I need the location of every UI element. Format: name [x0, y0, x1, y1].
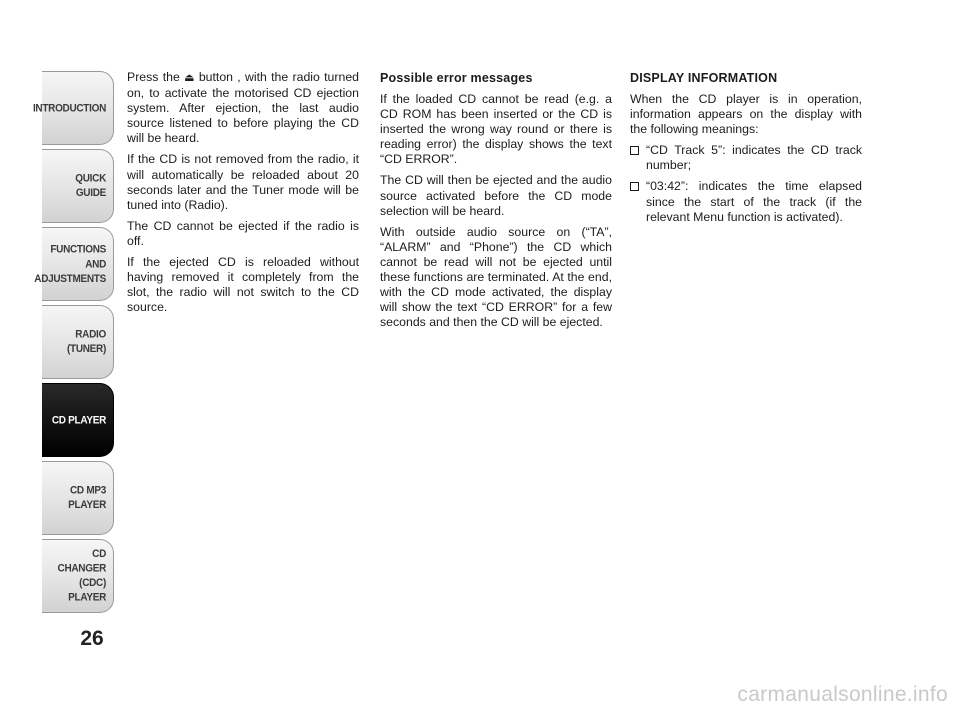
- tab-cd-player[interactable]: [42, 383, 114, 457]
- paragraph-reloaded: If the ejected CD is reloaded without having removed it completely from the slot, the radio will not switch to the CD source.: [127, 255, 359, 315]
- tab-cd-changer-player[interactable]: [42, 539, 114, 613]
- checkbox-bullet-icon: [630, 182, 639, 191]
- page-number: 26: [80, 627, 104, 650]
- column-eject: [127, 70, 359, 321]
- section-heading: DISPLAY INFORMATION: [630, 71, 778, 85]
- eject-icon: ⏏: [184, 72, 195, 84]
- tab-label: CD PLAYER: [51, 413, 106, 427]
- checkbox-bullet-icon: [630, 146, 639, 155]
- text-fragment: Press the: [127, 70, 180, 84]
- list-item: [630, 179, 862, 224]
- tab-radio-tuner[interactable]: [42, 305, 114, 379]
- paragraph-cd-error: If the loaded CD cannot be read (e.g. a CD ROM has been inserted or the CD is inserted the wrong way round or there is reading error) the display shows the text “CD ERROR”.: [380, 92, 612, 167]
- tab-label: QUICK GUIDE: [75, 172, 106, 200]
- paragraph-eject-source: The CD will then be ejected and the audio source activated before the CD mode selection will be heard.: [380, 173, 612, 218]
- list-item: [630, 143, 862, 173]
- tab-label: FUNCTIONS AND ADJUSTMENTS: [34, 243, 106, 285]
- text-fragment: button , with the radio turned on, to activate the motorised CD ejection system. After ejection, the last audio source listened to before playing the CD will be heard.: [127, 70, 359, 146]
- paragraph-outside-source: With outside audio source on (“TA”, “ALARM” and “Phone”) the CD which cannot be read will not be ejected until these functions are terminated. At the end, with the CD mode activated, the display will show the text “CD ERROR” for a few seconds and then the CD will be ejected.: [380, 224, 612, 330]
- tab-label: INTRODUCTION: [32, 101, 106, 115]
- tab-label: CD CHANGER (CDC) PLAYER: [57, 548, 106, 604]
- tab-functions-and-adjustments[interactable]: [34, 227, 114, 301]
- paragraph-display-intro: When the CD player is in operation, information appears on the display with the following meanings:: [630, 92, 862, 137]
- tab-label: CD MP3 PLAYER: [68, 484, 106, 512]
- tab-introduction[interactable]: [32, 71, 114, 145]
- watermark: carmanualsonline.info: [737, 683, 948, 706]
- tab-label: RADIO (TUNER): [66, 328, 106, 356]
- paragraph-auto-reload: If the CD is not removed from the radio, it will automatically be reloaded about 20 seconds later and the Tuner mode will be tuned into (Radio).: [127, 152, 359, 212]
- list-item-text: “CD Track 5”: indicates the CD track number;: [646, 143, 862, 173]
- paragraph-eject: [127, 70, 359, 146]
- display-info-list: [630, 143, 862, 224]
- column-display-info: [630, 70, 862, 231]
- tab-cd-mp3-player[interactable]: [42, 461, 114, 535]
- paragraph-radio-off: The CD cannot be ejected if the radio is off.: [127, 218, 359, 248]
- section-heading: Possible error messages: [380, 71, 533, 85]
- tab-quick-guide[interactable]: [42, 149, 114, 223]
- column-error-messages: [380, 70, 612, 336]
- list-item-text: “03:42”: indicates the time elapsed since the start of the track (if the relevant Menu function is activated).: [646, 179, 862, 224]
